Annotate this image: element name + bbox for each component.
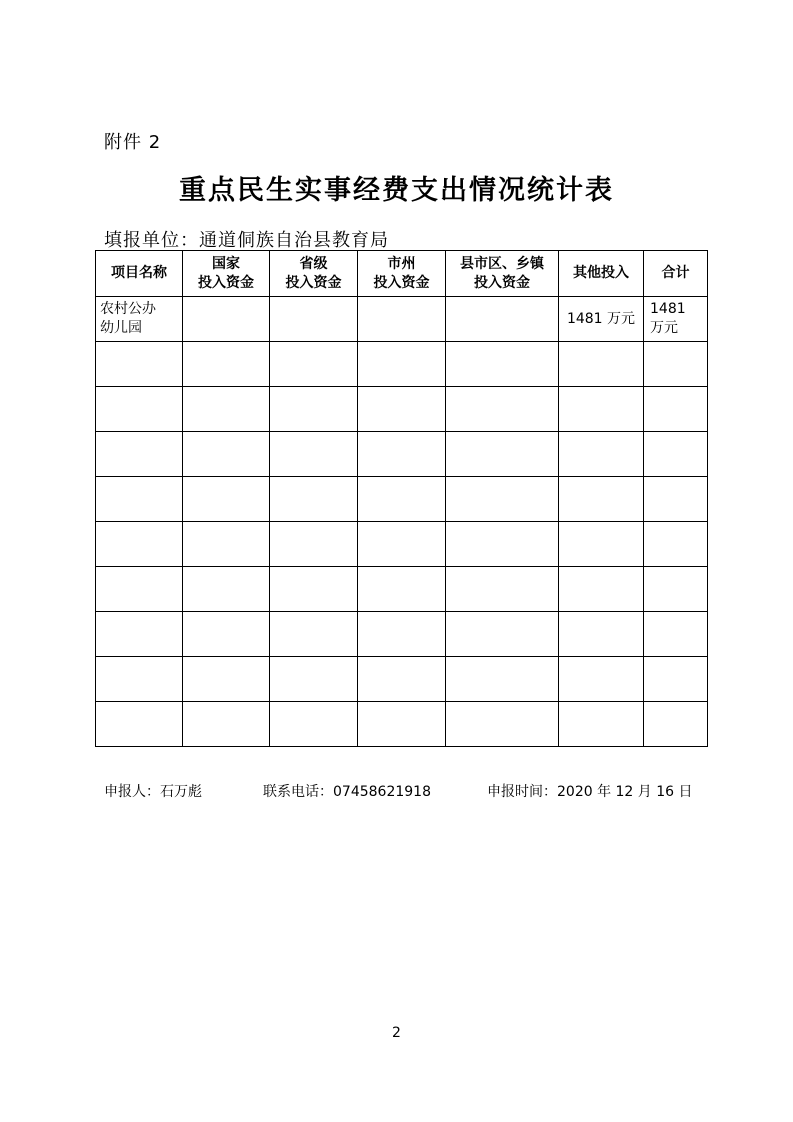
table-row-empty [96, 612, 708, 657]
cell-national [183, 297, 270, 342]
header-total: 合计 [644, 251, 708, 297]
report-date: 申报时间：2020 年 12 月 16 日 [487, 784, 693, 800]
cell-other: 1481 万元 [559, 297, 644, 342]
page-number: 2 [392, 1025, 401, 1041]
contact-phone: 联系电话：07458621918 [263, 784, 431, 800]
table-row-empty [96, 387, 708, 432]
cell-project-name: 农村公办 幼儿园 [96, 297, 183, 342]
table-row-empty [96, 657, 708, 702]
header-county-funds: 县市区、乡镇 投入资金 [446, 251, 559, 297]
table-row-empty [96, 432, 708, 477]
cell-city [358, 297, 446, 342]
header-other-funds: 其他投入 [559, 251, 644, 297]
table-row-empty [96, 477, 708, 522]
table-row-empty [96, 702, 708, 747]
header-provincial-funds: 省级 投入资金 [270, 251, 358, 297]
table-row-empty [96, 522, 708, 567]
reporter-name: 申报人：石万彪 [104, 784, 202, 800]
table-row-empty [96, 567, 708, 612]
expenditure-table [95, 250, 708, 747]
table-header-row [96, 251, 708, 297]
cell-county [446, 297, 559, 342]
header-national-funds: 国家 投入资金 [183, 251, 270, 297]
page-title: 重点民生实事经费支出情况统计表 [179, 175, 614, 206]
table-row-empty [96, 342, 708, 387]
cell-provincial [270, 297, 358, 342]
table-row [96, 297, 708, 342]
cell-total: 1481 万元 [644, 297, 708, 342]
attachment-label: 附件 2 [104, 132, 162, 153]
header-city-funds: 市州 投入资金 [358, 251, 446, 297]
header-project-name: 项目名称 [96, 251, 183, 297]
reporting-unit: 填报单位：通道侗族自治县教育局 [104, 230, 389, 251]
